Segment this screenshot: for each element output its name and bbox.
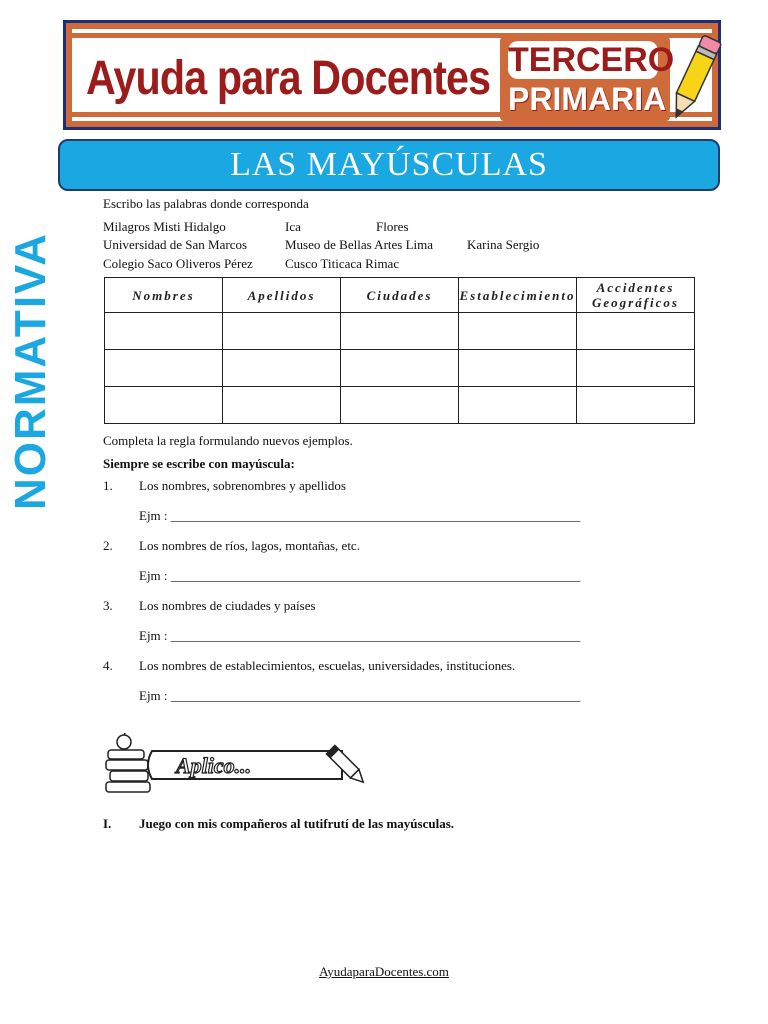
grade-line1: TERCERO bbox=[508, 41, 675, 79]
header-ciudades: Ciudades bbox=[341, 278, 459, 313]
header-nombres: Nombres bbox=[105, 278, 223, 313]
word-line-1-a: Milagros Misti Hidalgo bbox=[103, 219, 226, 234]
word-line-3-b: Cusco Titicaca Rimac bbox=[285, 256, 400, 271]
grade-line2: PRIMARIA bbox=[508, 81, 667, 117]
rule-text-2: Los nombres de ríos, lagos, montañas, etc. bbox=[139, 538, 360, 553]
table-row bbox=[105, 313, 695, 350]
table-row bbox=[105, 350, 695, 387]
rule-number-4: 4. bbox=[103, 658, 113, 673]
brand-title: Ayuda para Docentes bbox=[86, 52, 491, 105]
table-cell[interactable] bbox=[341, 313, 459, 350]
word-line-1-c: Flores bbox=[376, 219, 409, 234]
pencil-icon bbox=[664, 29, 724, 129]
word-line-2-b: Museo de Bellas Artes Lima bbox=[285, 237, 434, 252]
header-accidentes: Accidentes Geográficos bbox=[577, 278, 695, 313]
side-label: NORMATIVA bbox=[6, 232, 55, 510]
aplico-label: Aplico... bbox=[176, 753, 252, 778]
word-line-2-a: Universidad de San Marcos bbox=[103, 237, 248, 252]
books-icon bbox=[106, 733, 150, 792]
table-cell[interactable] bbox=[459, 350, 577, 387]
example-line-3[interactable]: Ejm : _______________________________________________________________ bbox=[139, 628, 581, 643]
page-title: LAS MAYÚSCULAS bbox=[58, 139, 720, 191]
table-row bbox=[105, 387, 695, 424]
rule-number-2: 2. bbox=[103, 538, 113, 553]
aplico-badge bbox=[104, 733, 366, 795]
banner-inner bbox=[72, 29, 712, 121]
header-apellidos: Apellidos bbox=[223, 278, 341, 313]
rule-text-1: Los nombres, sobrenombres y apellidos bbox=[139, 478, 346, 493]
rule-text-3: Los nombres de ciudades y países bbox=[139, 598, 316, 613]
table-cell[interactable] bbox=[105, 350, 223, 387]
word-line-3-a: Colegio Saco Oliveros Pérez bbox=[103, 256, 253, 271]
example-line-2[interactable]: Ejm : _______________________________________________________________ bbox=[139, 568, 581, 583]
rule-text-4: Los nombres de establecimientos, escuelas, universidades, instituciones. bbox=[139, 658, 516, 673]
table-header-row bbox=[105, 278, 695, 313]
header-banner bbox=[63, 20, 721, 130]
rule-heading: Siempre se escribe con mayúscula: bbox=[103, 456, 295, 471]
grade-badge bbox=[500, 37, 675, 121]
table-cell[interactable] bbox=[223, 387, 341, 424]
table-cell[interactable] bbox=[105, 313, 223, 350]
table-cell[interactable] bbox=[577, 313, 695, 350]
table-cell[interactable] bbox=[223, 350, 341, 387]
table-cell[interactable] bbox=[577, 387, 695, 424]
classification-table bbox=[104, 277, 695, 424]
example-line-1[interactable]: Ejm : _______________________________________________________________ bbox=[139, 508, 581, 523]
activity-number: I. bbox=[103, 816, 112, 831]
word-line-1-b: Ica bbox=[285, 219, 301, 234]
rule-number-1: 1. bbox=[103, 478, 113, 493]
table-cell[interactable] bbox=[223, 313, 341, 350]
activity-text: Juego con mis compañeros al tutifrutí de las mayúsculas. bbox=[139, 816, 455, 831]
table-cell[interactable] bbox=[105, 387, 223, 424]
table-cell[interactable] bbox=[341, 387, 459, 424]
example-line-4[interactable]: Ejm : _______________________________________________________________ bbox=[139, 688, 581, 703]
table-cell[interactable] bbox=[459, 313, 577, 350]
table-cell[interactable] bbox=[341, 350, 459, 387]
header-establecimiento: Establecimiento bbox=[459, 278, 577, 313]
table-cell[interactable] bbox=[577, 350, 695, 387]
table-cell[interactable] bbox=[459, 387, 577, 424]
rule-intro: Completa la regla formulando nuevos ejemplos. bbox=[103, 433, 353, 448]
instruction-text: Escribo las palabras donde corresponda bbox=[103, 196, 309, 211]
word-line-2-c: Karina Sergio bbox=[467, 237, 540, 252]
footer-link[interactable]: AyudaparaDocentes.com bbox=[319, 964, 449, 979]
rule-number-3: 3. bbox=[103, 598, 113, 613]
